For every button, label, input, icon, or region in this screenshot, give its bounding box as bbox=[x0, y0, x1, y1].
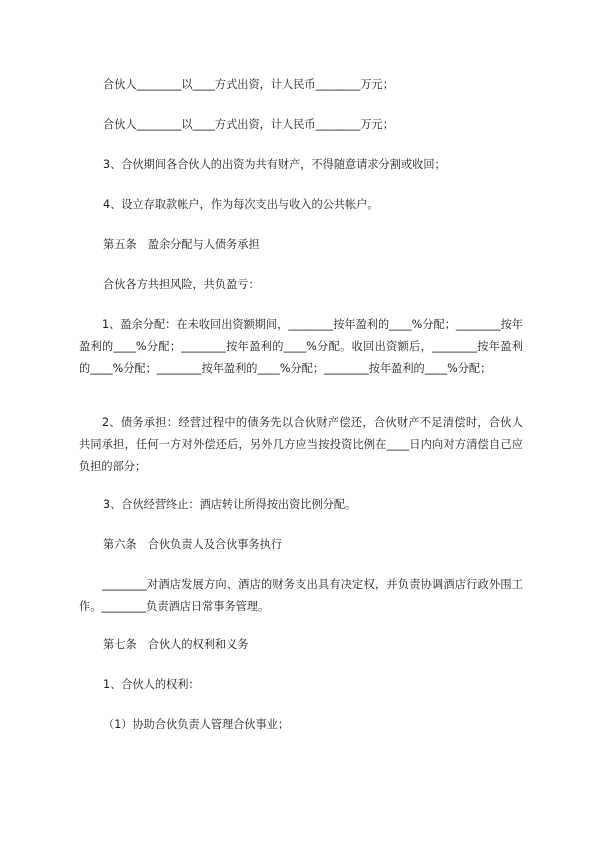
partner-rights-heading: 1、合伙人的权利： bbox=[103, 678, 200, 691]
clause-item-4: 4、设立存取款帐户，作为每次支出与收入的公共帐户。 bbox=[103, 198, 379, 211]
article-6-heading: 第六条 合伙负责人及合伙事务执行 bbox=[103, 538, 283, 551]
profit-distribution-paragraph: 1、盈余分配：在未收回出资额期间，________按年盈利的____%分配；________按年盈利的____%分配；________按年盈利的____%分配。收回出资额后，________按年盈利的____%分配；________按年盈利的____%分配；________按年盈利的____%分配； bbox=[79, 318, 523, 375]
article-7-heading: 第七条 合伙人的权利和义务 bbox=[103, 638, 249, 651]
partner-rights-item-1: （1）协助合伙负责人管理合伙事业； bbox=[103, 718, 290, 731]
debt-liability-paragraph: 2、债务承担：经营过程中的债务先以合伙财产偿还，合伙财产不足清偿时，合伙人共同承担，任何一方对外偿还后，另外几方应当按投资比例在____日内向对方清偿自己应负担的部分； bbox=[79, 416, 523, 473]
responsible-partner-paragraph: ________对酒店发展方向、酒店的财务支出具有决定权，并负责协调酒店行政外围工作。________负责酒店日常事务管理。 bbox=[79, 578, 523, 613]
article-5-heading: 第五条 盈余分配与人债务承担 bbox=[103, 238, 260, 251]
article-5-intro: 合伙各方共担风险，共负盈亏： bbox=[103, 278, 260, 291]
termination-paragraph: 3、合伙经营终止：酒店转让所得按出资比例分配。 bbox=[103, 498, 357, 511]
partner-contribution-line-1: 合伙人________以____方式出资，计人民币________万元； bbox=[103, 78, 394, 91]
clause-item-3: 3、合伙期间各合伙人的出资为共有财产，不得随意请求分割或收回； bbox=[103, 158, 446, 171]
partner-contribution-line-2: 合伙人________以____方式出资，计人民币________万元； bbox=[103, 118, 394, 131]
